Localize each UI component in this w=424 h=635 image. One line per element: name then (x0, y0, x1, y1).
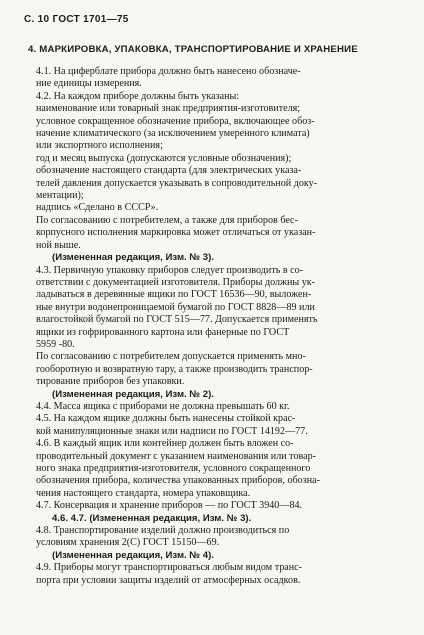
text-line: наименование или товарный знак предприятия-изготовителя; (36, 103, 301, 115)
text-line: условиям хранения 2(С) ГОСТ 15150—69. (36, 537, 220, 549)
edition-note: (Измененная редакция, Изм. № 4). (52, 549, 214, 561)
text-line: По согласованию с потребителем допускается применять мно- (36, 351, 306, 363)
text-line: кой манипуляционные знаки или надписи по ГОСТ 14192—77. (36, 425, 308, 437)
text-line: надпись «Сделано в СССР». (36, 202, 159, 214)
edition-note: (Измененная редакция, Изм. № 2). (52, 388, 214, 400)
text-line: 4.4. Масса ящика с приборами не должна превышать 60 кг. (36, 400, 290, 412)
text-line: начение климатического (за исключением умеренного климата) (36, 128, 310, 140)
document-body (36, 66, 401, 587)
text-line: ответствии с документацией изготовителя. Приборы должны ук- (36, 276, 316, 288)
edition-note: (Измененная редакция, Изм. № 3). (52, 252, 214, 264)
text-line: 4.3. Первичную упаковку приборов следует производить в со- (36, 264, 304, 276)
text-line: 4.2. На каждом приборе должны быть указаны: (36, 90, 240, 102)
text-line: порта при условии защиты изделий от атмосферных осадков. (36, 574, 301, 586)
page-header: С. 10 ГОСТ 1701—75 (24, 14, 129, 25)
text-line: проводительный документ с указанием наименования или товар- (36, 450, 317, 462)
text-line: обозначение настоящего стандарта (для электрических указа- (36, 165, 302, 177)
text-line: 4.8. Транспортирование изделий должно производиться по (36, 525, 290, 537)
text-line: ного знака предприятия-изготовителя, условного сокращенного (36, 463, 311, 474)
text-line: 5959 -80. (36, 338, 75, 350)
text-line: влагостойкой бумагой по ГОСТ 515—77. Допускается применять (36, 314, 318, 326)
text-line: корпусного исполнения маркировка может отличаться от указан- (36, 227, 316, 239)
edition-note: 4.6. 4.7. (Измененная редакция, Изм. № 3). (52, 512, 252, 524)
text-line: ние единицы измерения. (36, 78, 142, 90)
text-line: По согласованию с потребителем, а также для приборов бес- (36, 214, 298, 226)
text-line: 4.1. На циферблате прибора должно быть нанесено обозначе- (36, 66, 301, 77)
text-line: чения настоящего стандарта, номера упаковщика. (36, 487, 251, 499)
text-line: ные внутри водонепроницаемой бумагой по ГОСТ 8828—89 или (36, 301, 315, 313)
text-line: обозначения прибора, количества упакованных приборов, обозна- (36, 475, 320, 487)
text-line: гооборотную и возвратную тару, а также производить транспор- (36, 363, 313, 375)
text-line: год и месяц выпуска (допускаются условные обозначения); (36, 152, 292, 164)
text-line: 4.5. На каждом ящике должны быть нанесены стойкой крас- (36, 413, 296, 425)
text-line: ладываться в деревянные ящики по ГОСТ 16536—90, выложен- (36, 289, 312, 301)
text-line: телей давления допускается указывать в сопроводительной доку- (36, 177, 318, 189)
text-line: ящики из гофрированного картона или фанерные по ГОСТ (36, 326, 290, 338)
text-line: тирование приборов без упаковки. (36, 376, 185, 388)
text-line: 4.9. Приборы могут транспортироваться любым видом транс- (36, 562, 302, 574)
text-line: 4.7. Консервация и хранение приборов — по ГОСТ 3940—84. (36, 500, 303, 512)
text-line: 4.6. В каждый ящик или контейнер должен быть вложен со- (36, 438, 294, 450)
text-line: ментации); (36, 190, 84, 202)
text-line: ной выше. (36, 239, 81, 251)
text-line: условное сокращенное обозначение прибора, включающее обоз- (36, 115, 315, 127)
section-title: 4. МАРКИРОВКА, УПАКОВКА, ТРАНСПОРТИРОВАНИЕ И ХРАНЕНИЕ (28, 44, 358, 55)
text-line: или экспортного исполнения; (36, 140, 163, 152)
